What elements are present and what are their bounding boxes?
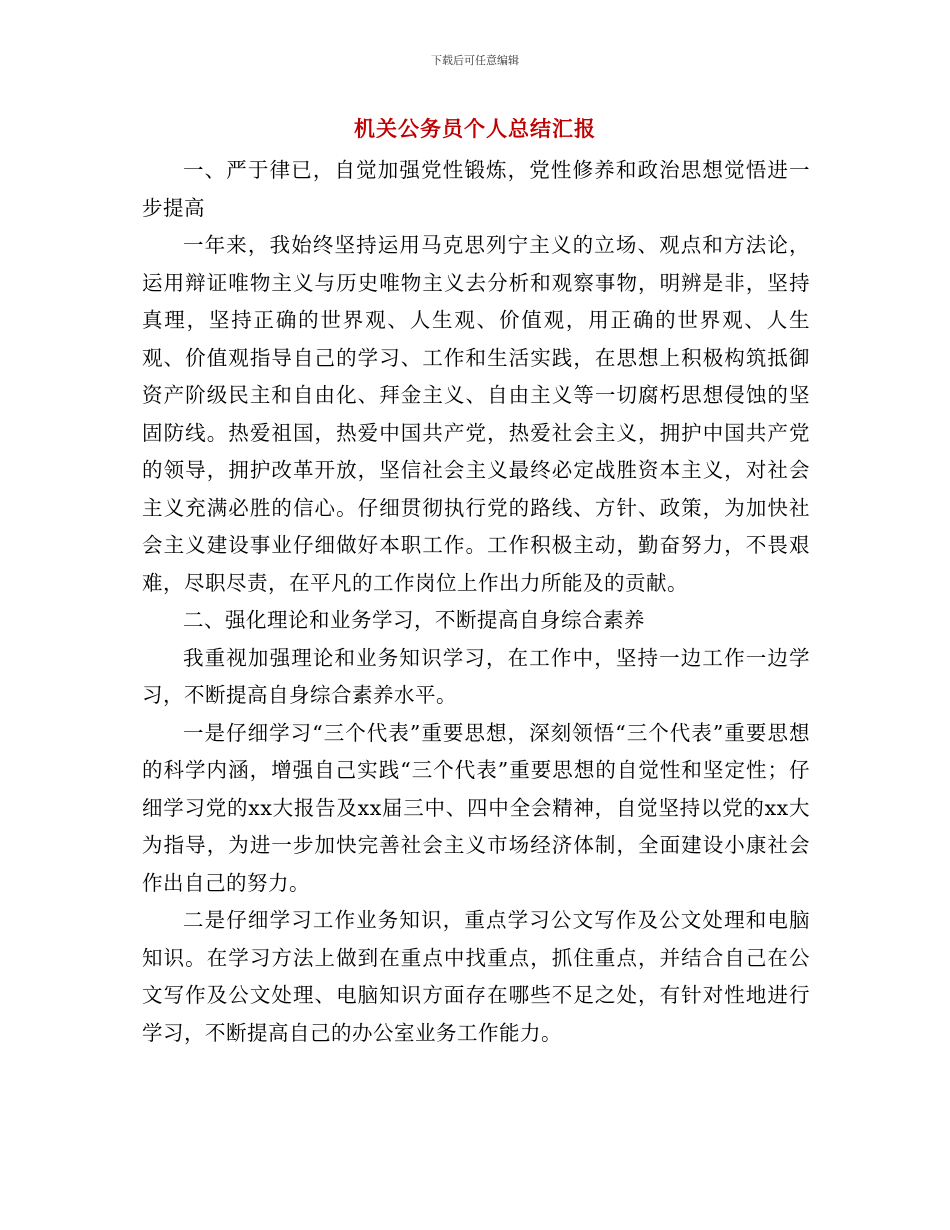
paragraph-point-2: 二是仔细学习工作业务知识，重点学习公文写作及公文处理和电脑知识。在学习方法上做到在重点中找重点，抓住重点，并结合自己在公文写作及公文处理、电脑知识方面存在哪些不足之处，有针对性地进行学习，不断提高自己的办公室业务工作能力。 — [142, 908, 810, 1045]
paragraph-section-1-heading: 一、严于律已，自觉加强党性锻炼，党性修养和政治思想觉悟进一步提高 — [142, 158, 810, 220]
document-body — [142, 152, 810, 1052]
header-note: 下载后可任意编辑 — [431, 54, 519, 67]
paragraph-section-1-body: 一年来，我始终坚持运用马克思列宁主义的立场、观点和方法论，运用辩证唯物主义与历史唯物主义去分析和观察事物，明辨是非，坚持真理，坚持正确的世界观、人生观、价值观，用正确的世界观、人生观、价值观指导自己的学习、工作和生活实践，在思想上积极构筑抵御资产阶级民主和自由化、拜金主义、自由主义等一切腐朽思想侵蚀的坚固防线。热爱祖国，热爱中国共产党，热爱社会主义，拥护中国共产党的领导，拥护改革开放，坚信社会主义最终必定战胜资本主义，对社会主义充满必胜的信心。仔细贯彻执行党的路线、方针、政策，为加快社会主义建设事业仔细做好本职工作。工作积极主动，勤奋努力，不畏艰难，尽职尽责，在平凡的工作岗位上作出力所能及的贡献。 — [142, 233, 810, 595]
paragraph-point-1: 一是仔细学习“三个代表”重要思想，深刻领悟“三个代表”重要思想的科学内涵，增强自己实践“三个代表”重要思想的自觉性和坚定性；仔细学习党的xx大报告及xx届三中、四中全会精神，自觉坚持以党的xx大为指导，为进一步加快完善社会主义市场经济体制，全面建设小康社会作出自己的努力。 — [142, 720, 810, 895]
paragraph-section-2-intro: 我重视加强理论和业务知识学习，在工作中，坚持一边工作一边学习，不断提高自身综合素养水平。 — [142, 645, 810, 707]
document-title: 机关公务员个人总结汇报 — [354, 117, 596, 141]
paragraph-section-2-heading: 二、强化理论和业务学习，不断提高自身综合素养 — [183, 608, 645, 632]
